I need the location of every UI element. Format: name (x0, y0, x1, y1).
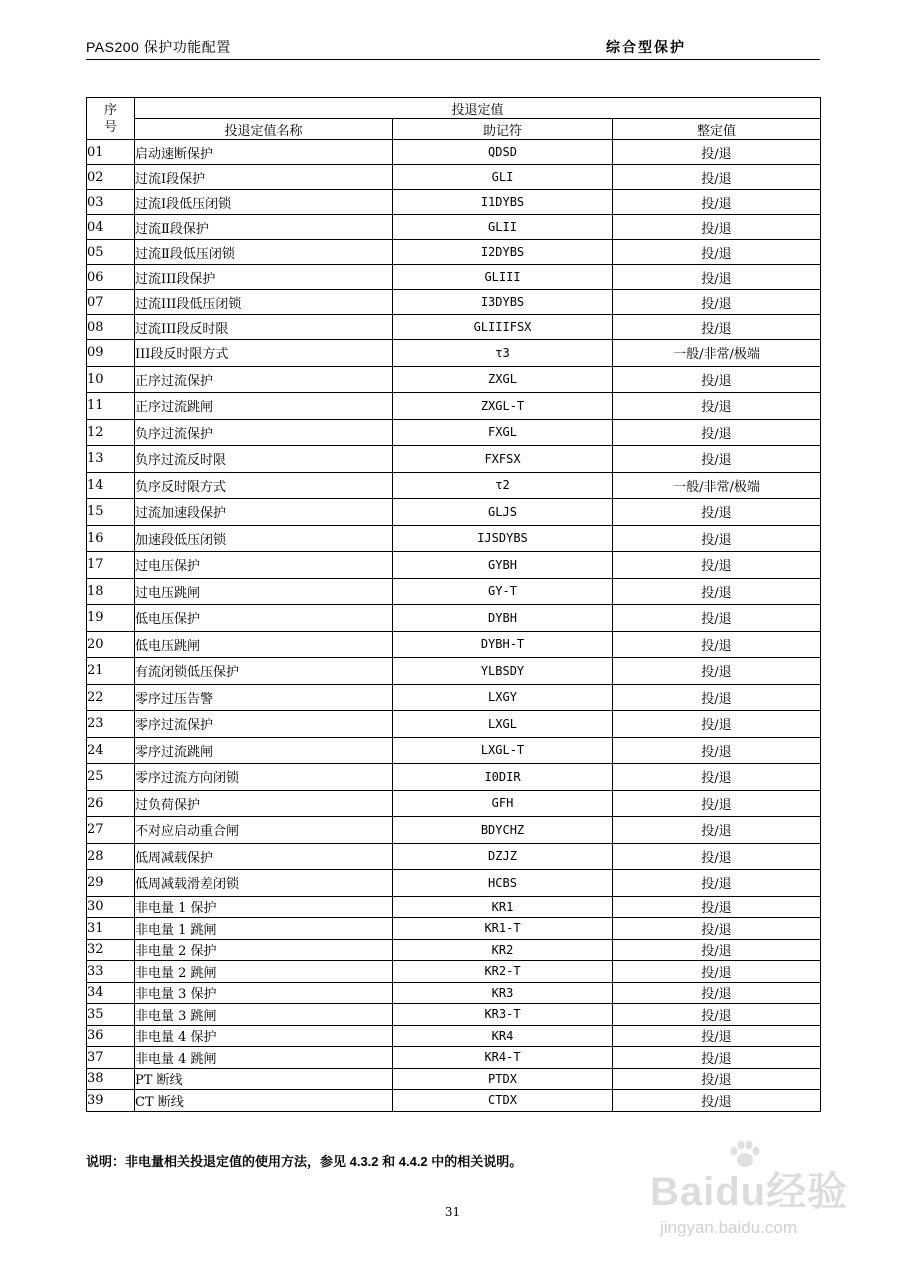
setting-name: 负序过流保护 (135, 419, 393, 446)
table-row (87, 1068, 821, 1090)
row-number: 23 (87, 711, 135, 738)
row-number: 33 (87, 961, 135, 983)
setting-value: 投/退 (613, 790, 821, 817)
mnemonic: GLI (393, 165, 613, 190)
setting-name: 过流Ⅰ段保护 (135, 165, 393, 190)
setting-value: 投/退 (613, 870, 821, 897)
setting-name: 非电量 1 保护 (135, 896, 393, 918)
setting-name: PT 断线 (135, 1068, 393, 1090)
setting-value: 投/退 (613, 315, 821, 340)
setting-value: 投/退 (613, 1025, 821, 1047)
setting-value: 投/退 (613, 419, 821, 446)
setting-value: 投/退 (613, 552, 821, 579)
header-section-title: 综合型保护 (606, 39, 686, 55)
mnemonic: τ2 (393, 472, 613, 499)
setting-name: 不对应启动重合闸 (135, 817, 393, 844)
table-row (87, 393, 821, 420)
mnemonic: I0DIR (393, 764, 613, 791)
setting-value: 投/退 (613, 764, 821, 791)
table-row (87, 1004, 821, 1026)
setting-name: 过流III段低压闭锁 (135, 290, 393, 315)
setting-value: 投/退 (613, 737, 821, 764)
table-row (87, 215, 821, 240)
table-row (87, 790, 821, 817)
table-row (87, 817, 821, 844)
setting-name: 非电量 4 保护 (135, 1025, 393, 1047)
mnemonic: PTDX (393, 1068, 613, 1090)
row-number: 31 (87, 918, 135, 940)
row-number: 06 (87, 265, 135, 290)
row-number: 36 (87, 1025, 135, 1047)
mnemonic: KR3 (393, 982, 613, 1004)
table-row (87, 1025, 821, 1047)
setting-value: 投/退 (613, 684, 821, 711)
setting-name: 非电量 3 保护 (135, 982, 393, 1004)
table-row (87, 658, 821, 685)
row-number: 24 (87, 737, 135, 764)
setting-value: 投/退 (613, 939, 821, 961)
mnemonic: KR4-T (393, 1047, 613, 1069)
setting-name: 非电量 2 保护 (135, 939, 393, 961)
mnemonic: GLIIIFSX (393, 315, 613, 340)
row-number: 15 (87, 499, 135, 526)
mnemonic: τ3 (393, 340, 613, 367)
setting-value: 投/退 (613, 525, 821, 552)
table-row (87, 552, 821, 579)
row-number: 08 (87, 315, 135, 340)
row-number: 29 (87, 870, 135, 897)
setting-name: 非电量 2 跳闸 (135, 961, 393, 983)
mnemonic: GFH (393, 790, 613, 817)
setting-name: 零序过流保护 (135, 711, 393, 738)
mnemonic: BDYCHZ (393, 817, 613, 844)
row-number: 17 (87, 552, 135, 579)
row-number: 12 (87, 419, 135, 446)
setting-name: 非电量 1 跳闸 (135, 918, 393, 940)
setting-name: 过电压跳闸 (135, 578, 393, 605)
table-row (87, 165, 821, 190)
table-row (87, 918, 821, 940)
watermark-logo: Baidu经验 (650, 1170, 849, 1214)
setting-name: 有流闭锁低压保护 (135, 658, 393, 685)
table-row (87, 1090, 821, 1112)
table-row (87, 419, 821, 446)
setting-value: 投/退 (613, 605, 821, 632)
setting-value: 投/退 (613, 499, 821, 526)
setting-name: 非电量 4 跳闸 (135, 1047, 393, 1069)
setting-name: 低周减载保护 (135, 843, 393, 870)
row-number: 01 (87, 140, 135, 165)
setting-value: 投/退 (613, 265, 821, 290)
row-number: 16 (87, 525, 135, 552)
mnemonic: I2DYBS (393, 240, 613, 265)
table-row (87, 340, 821, 367)
row-number: 35 (87, 1004, 135, 1026)
table-row (87, 684, 821, 711)
setting-value: 投/退 (613, 240, 821, 265)
setting-name: CT 断线 (135, 1090, 393, 1112)
table-row (87, 896, 821, 918)
table-row (87, 265, 821, 290)
mnemonic: FXFSX (393, 446, 613, 473)
setting-name: 过流Ⅱ段低压闭锁 (135, 240, 393, 265)
table-row (87, 525, 821, 552)
table-row (87, 982, 821, 1004)
mnemonic: LXGL-T (393, 737, 613, 764)
row-number: 21 (87, 658, 135, 685)
row-number: 18 (87, 578, 135, 605)
table-row (87, 764, 821, 791)
setting-name: 过流Ⅰ段低压闭锁 (135, 190, 393, 215)
row-number: 19 (87, 605, 135, 632)
setting-name: 过流III段反时限 (135, 315, 393, 340)
setting-name: 低电压保护 (135, 605, 393, 632)
setting-value: 投/退 (613, 190, 821, 215)
row-number: 28 (87, 843, 135, 870)
mnemonic: GLJS (393, 499, 613, 526)
setting-value: 投/退 (613, 631, 821, 658)
setting-value: 投/退 (613, 658, 821, 685)
mnemonic: KR4 (393, 1025, 613, 1047)
setting-value: 投/退 (613, 165, 821, 190)
table-row (87, 711, 821, 738)
setting-value: 投/退 (613, 961, 821, 983)
mnemonic: GLII (393, 215, 613, 240)
mnemonic: HCBS (393, 870, 613, 897)
table-body (87, 140, 821, 1112)
table-row (87, 446, 821, 473)
mnemonic: GYBH (393, 552, 613, 579)
setting-name: 正序过流保护 (135, 366, 393, 393)
setting-name: 加速段低压闭锁 (135, 525, 393, 552)
table-row (87, 1047, 821, 1069)
setting-name: 低电压跳闸 (135, 631, 393, 658)
setting-value: 投/退 (613, 446, 821, 473)
table-row (87, 366, 821, 393)
setting-value: 投/退 (613, 817, 821, 844)
setting-value: 投/退 (613, 290, 821, 315)
row-number: 25 (87, 764, 135, 791)
column-header-value: 整定值 (613, 119, 821, 140)
setting-name: 负序反时限方式 (135, 472, 393, 499)
table-row (87, 737, 821, 764)
row-number: 09 (87, 340, 135, 367)
seq-header-bottom: 号 (103, 119, 117, 135)
table-row (87, 870, 821, 897)
setting-value: 投/退 (613, 366, 821, 393)
setting-value: 一般/非常/极端 (613, 340, 821, 367)
setting-name: 启动速断保护 (135, 140, 393, 165)
setting-value: 投/退 (613, 578, 821, 605)
setting-name: 过流III段保护 (135, 265, 393, 290)
header-doc-title: PAS200 保护功能配置 (86, 39, 231, 55)
row-number: 37 (87, 1047, 135, 1069)
row-number: 39 (87, 1090, 135, 1112)
row-number: 03 (87, 190, 135, 215)
row-number: 30 (87, 896, 135, 918)
mnemonic: QDSD (393, 140, 613, 165)
row-number: 04 (87, 215, 135, 240)
setting-name: 负序过流反时限 (135, 446, 393, 473)
table-row (87, 578, 821, 605)
setting-value: 一般/非常/极端 (613, 472, 821, 499)
header-rule (86, 59, 820, 60)
watermark-url: jingyan.baidu.com (660, 1218, 798, 1237)
mnemonic: LXGY (393, 684, 613, 711)
mnemonic: DZJZ (393, 843, 613, 870)
setting-name: 过负荷保护 (135, 790, 393, 817)
mnemonic: KR1 (393, 896, 613, 918)
row-number: 11 (87, 393, 135, 420)
table-row (87, 605, 821, 632)
table-row (87, 939, 821, 961)
seq-column-header (87, 98, 135, 140)
mnemonic: YLBSDY (393, 658, 613, 685)
setting-name: 零序过流方向闭锁 (135, 764, 393, 791)
mnemonic: GLIII (393, 265, 613, 290)
setting-name: 过流Ⅱ段保护 (135, 215, 393, 240)
mnemonic: KR2-T (393, 961, 613, 983)
setting-value: 投/退 (613, 711, 821, 738)
mnemonic: DYBH-T (393, 631, 613, 658)
table-row (87, 290, 821, 315)
setting-value: 投/退 (613, 896, 821, 918)
setting-value: 投/退 (613, 843, 821, 870)
row-number: 34 (87, 982, 135, 1004)
setting-value: 投/退 (613, 215, 821, 240)
mnemonic: DYBH (393, 605, 613, 632)
mnemonic: KR3-T (393, 1004, 613, 1026)
setting-value: 投/退 (613, 1068, 821, 1090)
group-title: 投退定值 (135, 98, 821, 119)
table-row (87, 315, 821, 340)
setting-name: III段反时限方式 (135, 340, 393, 367)
setting-name: 非电量 3 跳闸 (135, 1004, 393, 1026)
mnemonic: KR1-T (393, 918, 613, 940)
setting-name: 零序过流跳闸 (135, 737, 393, 764)
setting-value: 投/退 (613, 1047, 821, 1069)
footnote: 说明：非电量相关投退定值的使用方法，参见 4.3.2 和 4.4.2 中的相关说明。 (86, 1154, 523, 1169)
row-number: 20 (87, 631, 135, 658)
row-number: 32 (87, 939, 135, 961)
row-number: 02 (87, 165, 135, 190)
setting-name: 过电压保护 (135, 552, 393, 579)
setting-name: 零序过压告警 (135, 684, 393, 711)
row-number: 07 (87, 290, 135, 315)
settings-table (86, 97, 821, 1112)
page-number: 31 (444, 1205, 461, 1219)
setting-value: 投/退 (613, 918, 821, 940)
row-number: 14 (87, 472, 135, 499)
column-header-name: 投退定值名称 (135, 119, 393, 140)
mnemonic: KR2 (393, 939, 613, 961)
seq-header-top: 序 (103, 102, 117, 118)
mnemonic: I3DYBS (393, 290, 613, 315)
table-row (87, 843, 821, 870)
table-row (87, 472, 821, 499)
setting-value: 投/退 (613, 1090, 821, 1112)
table-row (87, 240, 821, 265)
setting-name: 过流加速段保护 (135, 499, 393, 526)
row-number: 26 (87, 790, 135, 817)
mnemonic: ZXGL (393, 366, 613, 393)
mnemonic: I1DYBS (393, 190, 613, 215)
table-row (87, 499, 821, 526)
table-row (87, 961, 821, 983)
setting-name: 低周减载滑差闭锁 (135, 870, 393, 897)
row-number: 22 (87, 684, 135, 711)
column-header-row (87, 119, 821, 140)
setting-value: 投/退 (613, 140, 821, 165)
mnemonic: GY-T (393, 578, 613, 605)
column-header-mnemonic: 助记符 (393, 119, 613, 140)
table-row (87, 140, 821, 165)
row-number: 13 (87, 446, 135, 473)
mnemonic: LXGL (393, 711, 613, 738)
row-number: 38 (87, 1068, 135, 1090)
setting-name: 正序过流跳闸 (135, 393, 393, 420)
row-number: 10 (87, 366, 135, 393)
setting-value: 投/退 (613, 982, 821, 1004)
mnemonic: FXGL (393, 419, 613, 446)
setting-value: 投/退 (613, 1004, 821, 1026)
mnemonic: IJSDYBS (393, 525, 613, 552)
table-header-row (87, 98, 821, 119)
row-number: 27 (87, 817, 135, 844)
setting-value: 投/退 (613, 393, 821, 420)
row-number: 05 (87, 240, 135, 265)
mnemonic: ZXGL-T (393, 393, 613, 420)
mnemonic: CTDX (393, 1090, 613, 1112)
table-row (87, 631, 821, 658)
table-row (87, 190, 821, 215)
